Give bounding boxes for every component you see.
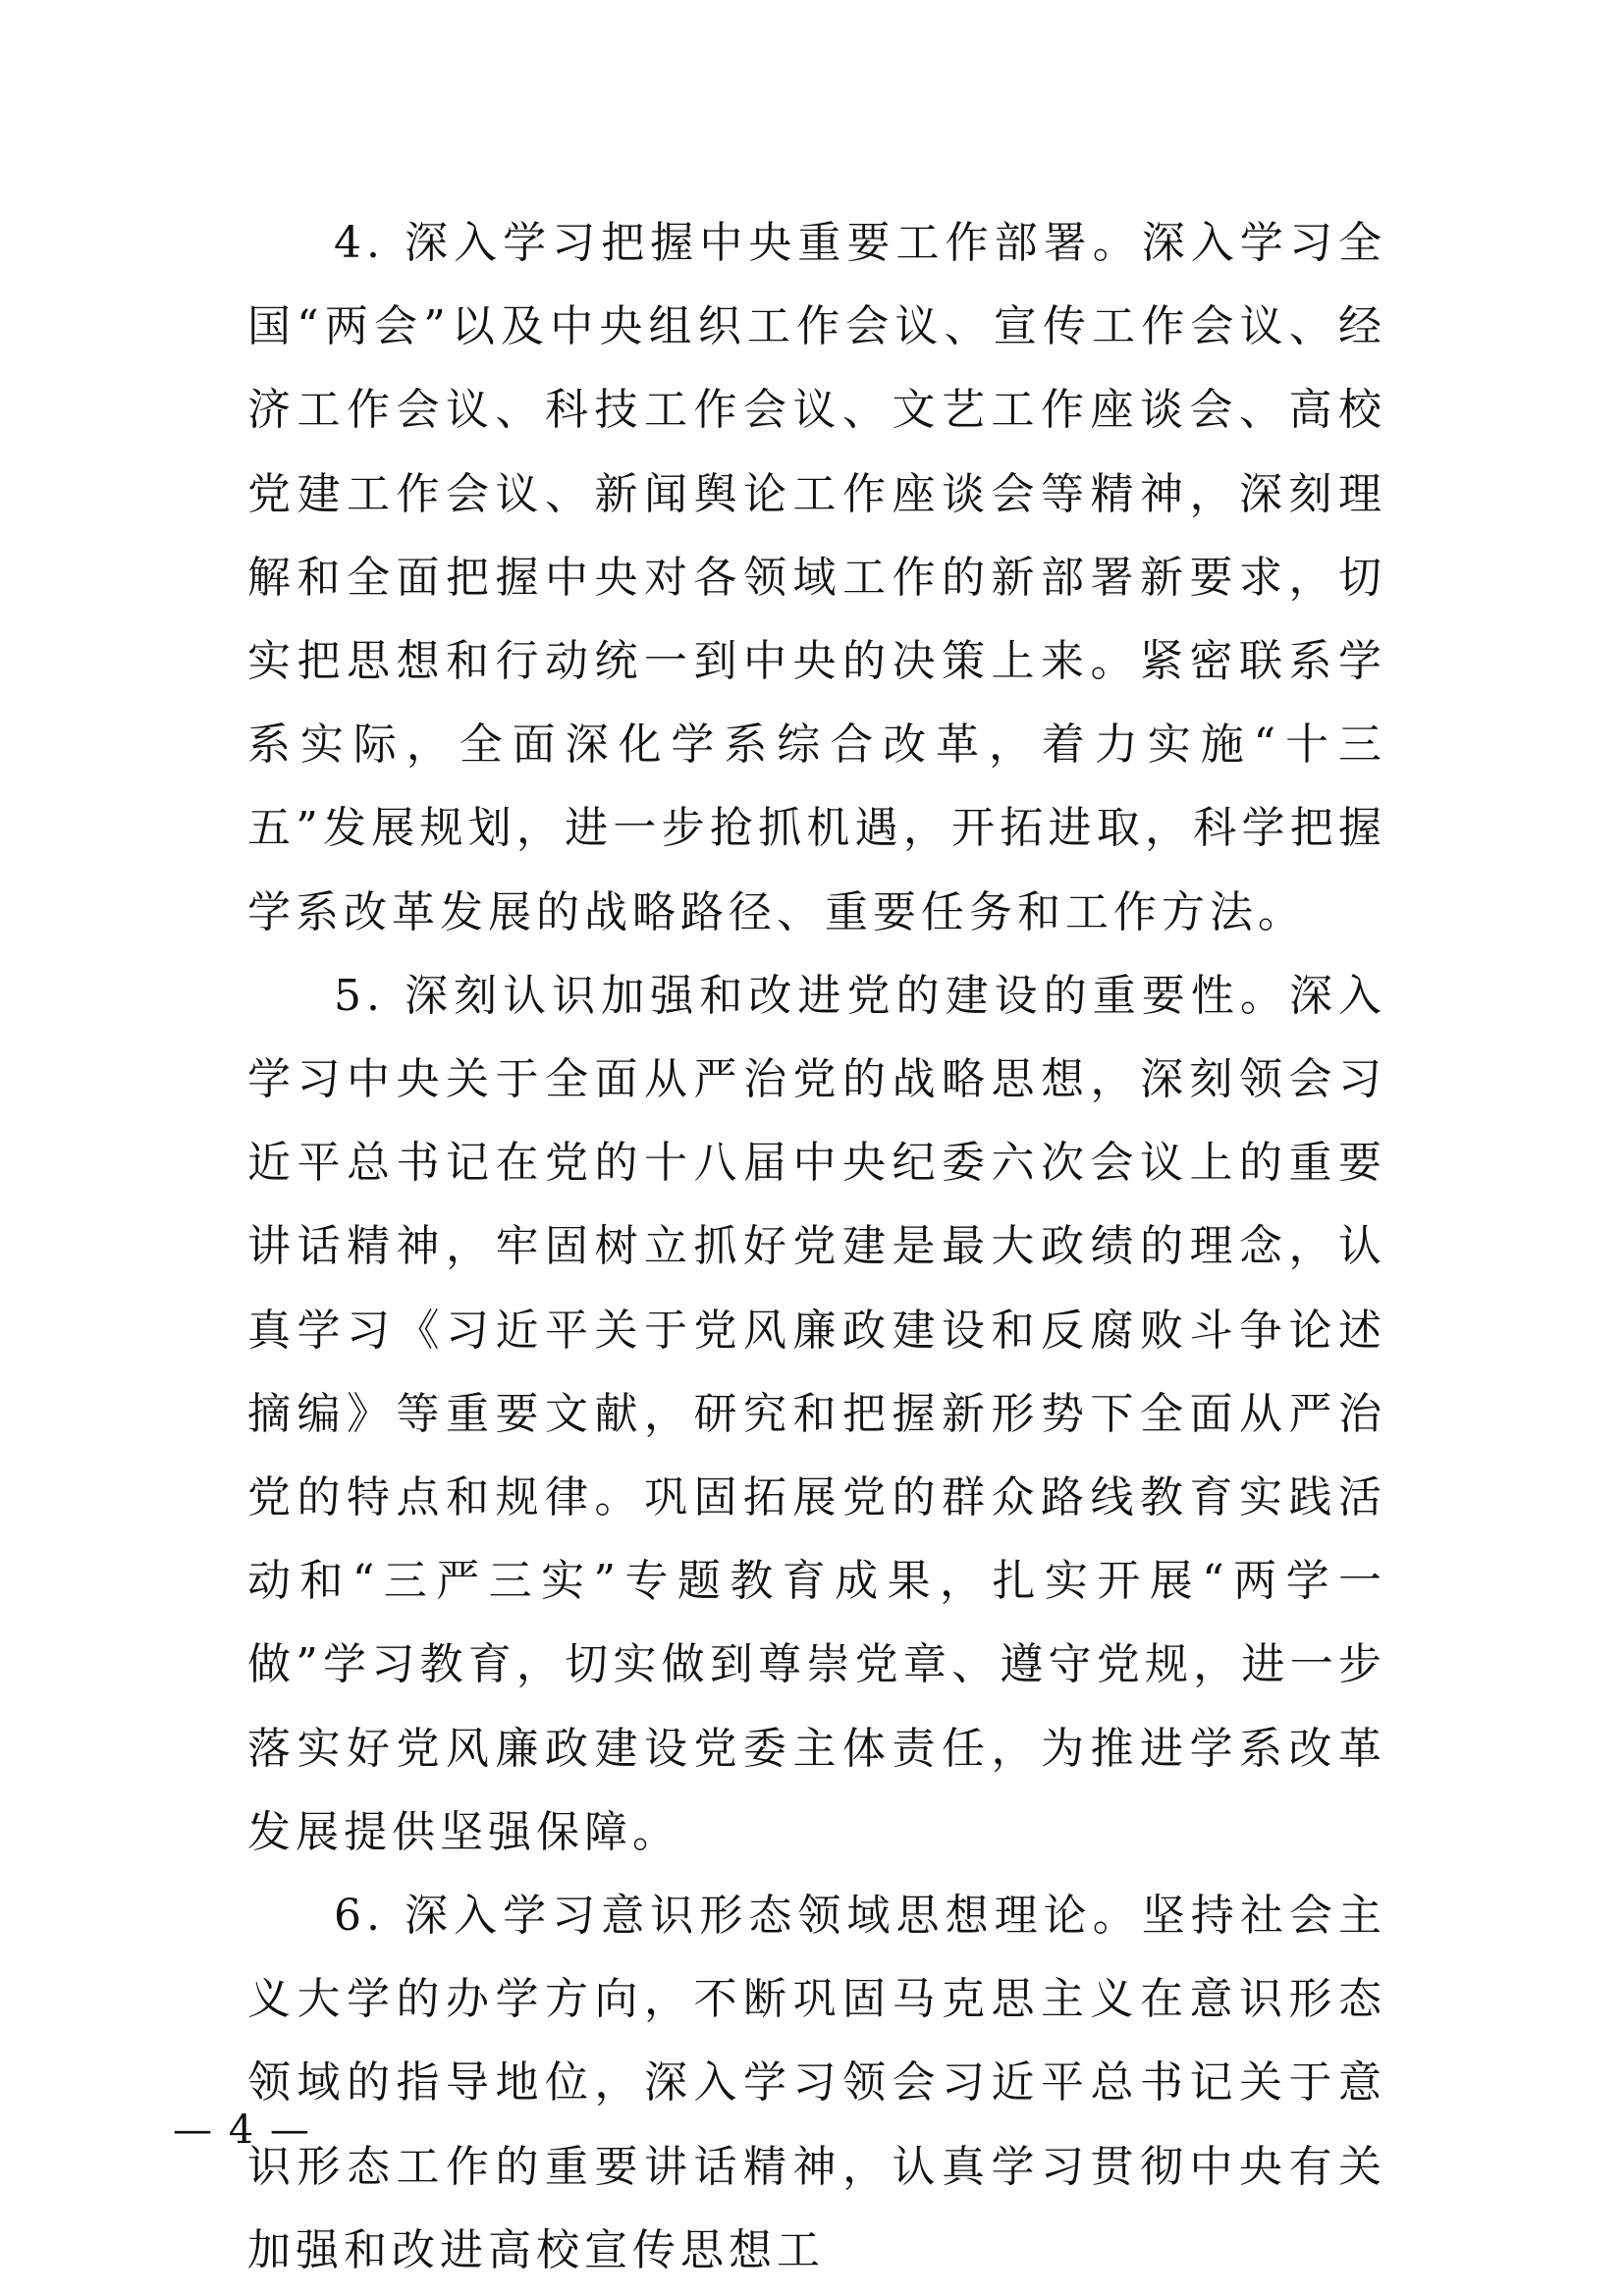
paragraph-item-5: 5. 深刻认识加强和改进党的建设的重要性。深入学习中央关于全面从严治党的战略思想，深刻领会习近平总书记在党的十八届中央纪委六次会议上的重要讲话精神，牢固树立抓好党建是最大政绩的理念，认真学习《习近平关于党风廉政建设和反腐败斗争论述摘编》等重要文献，研究和把握新形势下全面从严治党的特点和规律。巩固拓展党的群众路线教育实践活动和“三严三实”专题教育成果，扎实开展“两学一做”学习教育，切实做到尊崇党章、遵守党规，进一步落实好党风廉政建设党委主体责任，为推进学系改革发展提供坚强保障。 xyxy=(247,970,1386,1857)
paragraph-item-6: 6. 深入学习意识形态领域思想理论。坚持社会主义大学的办学方向，不断巩固马克思主义在意识形态领域的指导地位，深入学习领会习近平总书记关于意识形态工作的重要讲话精神，认真学习贯彻中央有关加强和改进高校宣传思想工 xyxy=(247,1891,1386,2275)
page-number: — 4 — xyxy=(173,2108,311,2153)
document-body xyxy=(247,201,1386,2292)
paragraph-item-4: 4. 深入学习把握中央重要工作部署。深入学习全国“两会”以及中央组织工作会议、宣传工作会议、经济工作会议、科技工作会议、文艺工作座谈会、高校党建工作会议、新闻舆论工作座谈会等精神，深刻理解和全面把握中央对各领域工作的新部署新要求，切实把思想和行动统一到中央的决策上来。紧密联系学系实际，全面深化学系综合改革，着力实施“十三五”发展规划，进一步抢抓机遇，开拓进取，科学把握学系改革发展的战略路径、重要任务和工作方法。 xyxy=(247,218,1386,937)
